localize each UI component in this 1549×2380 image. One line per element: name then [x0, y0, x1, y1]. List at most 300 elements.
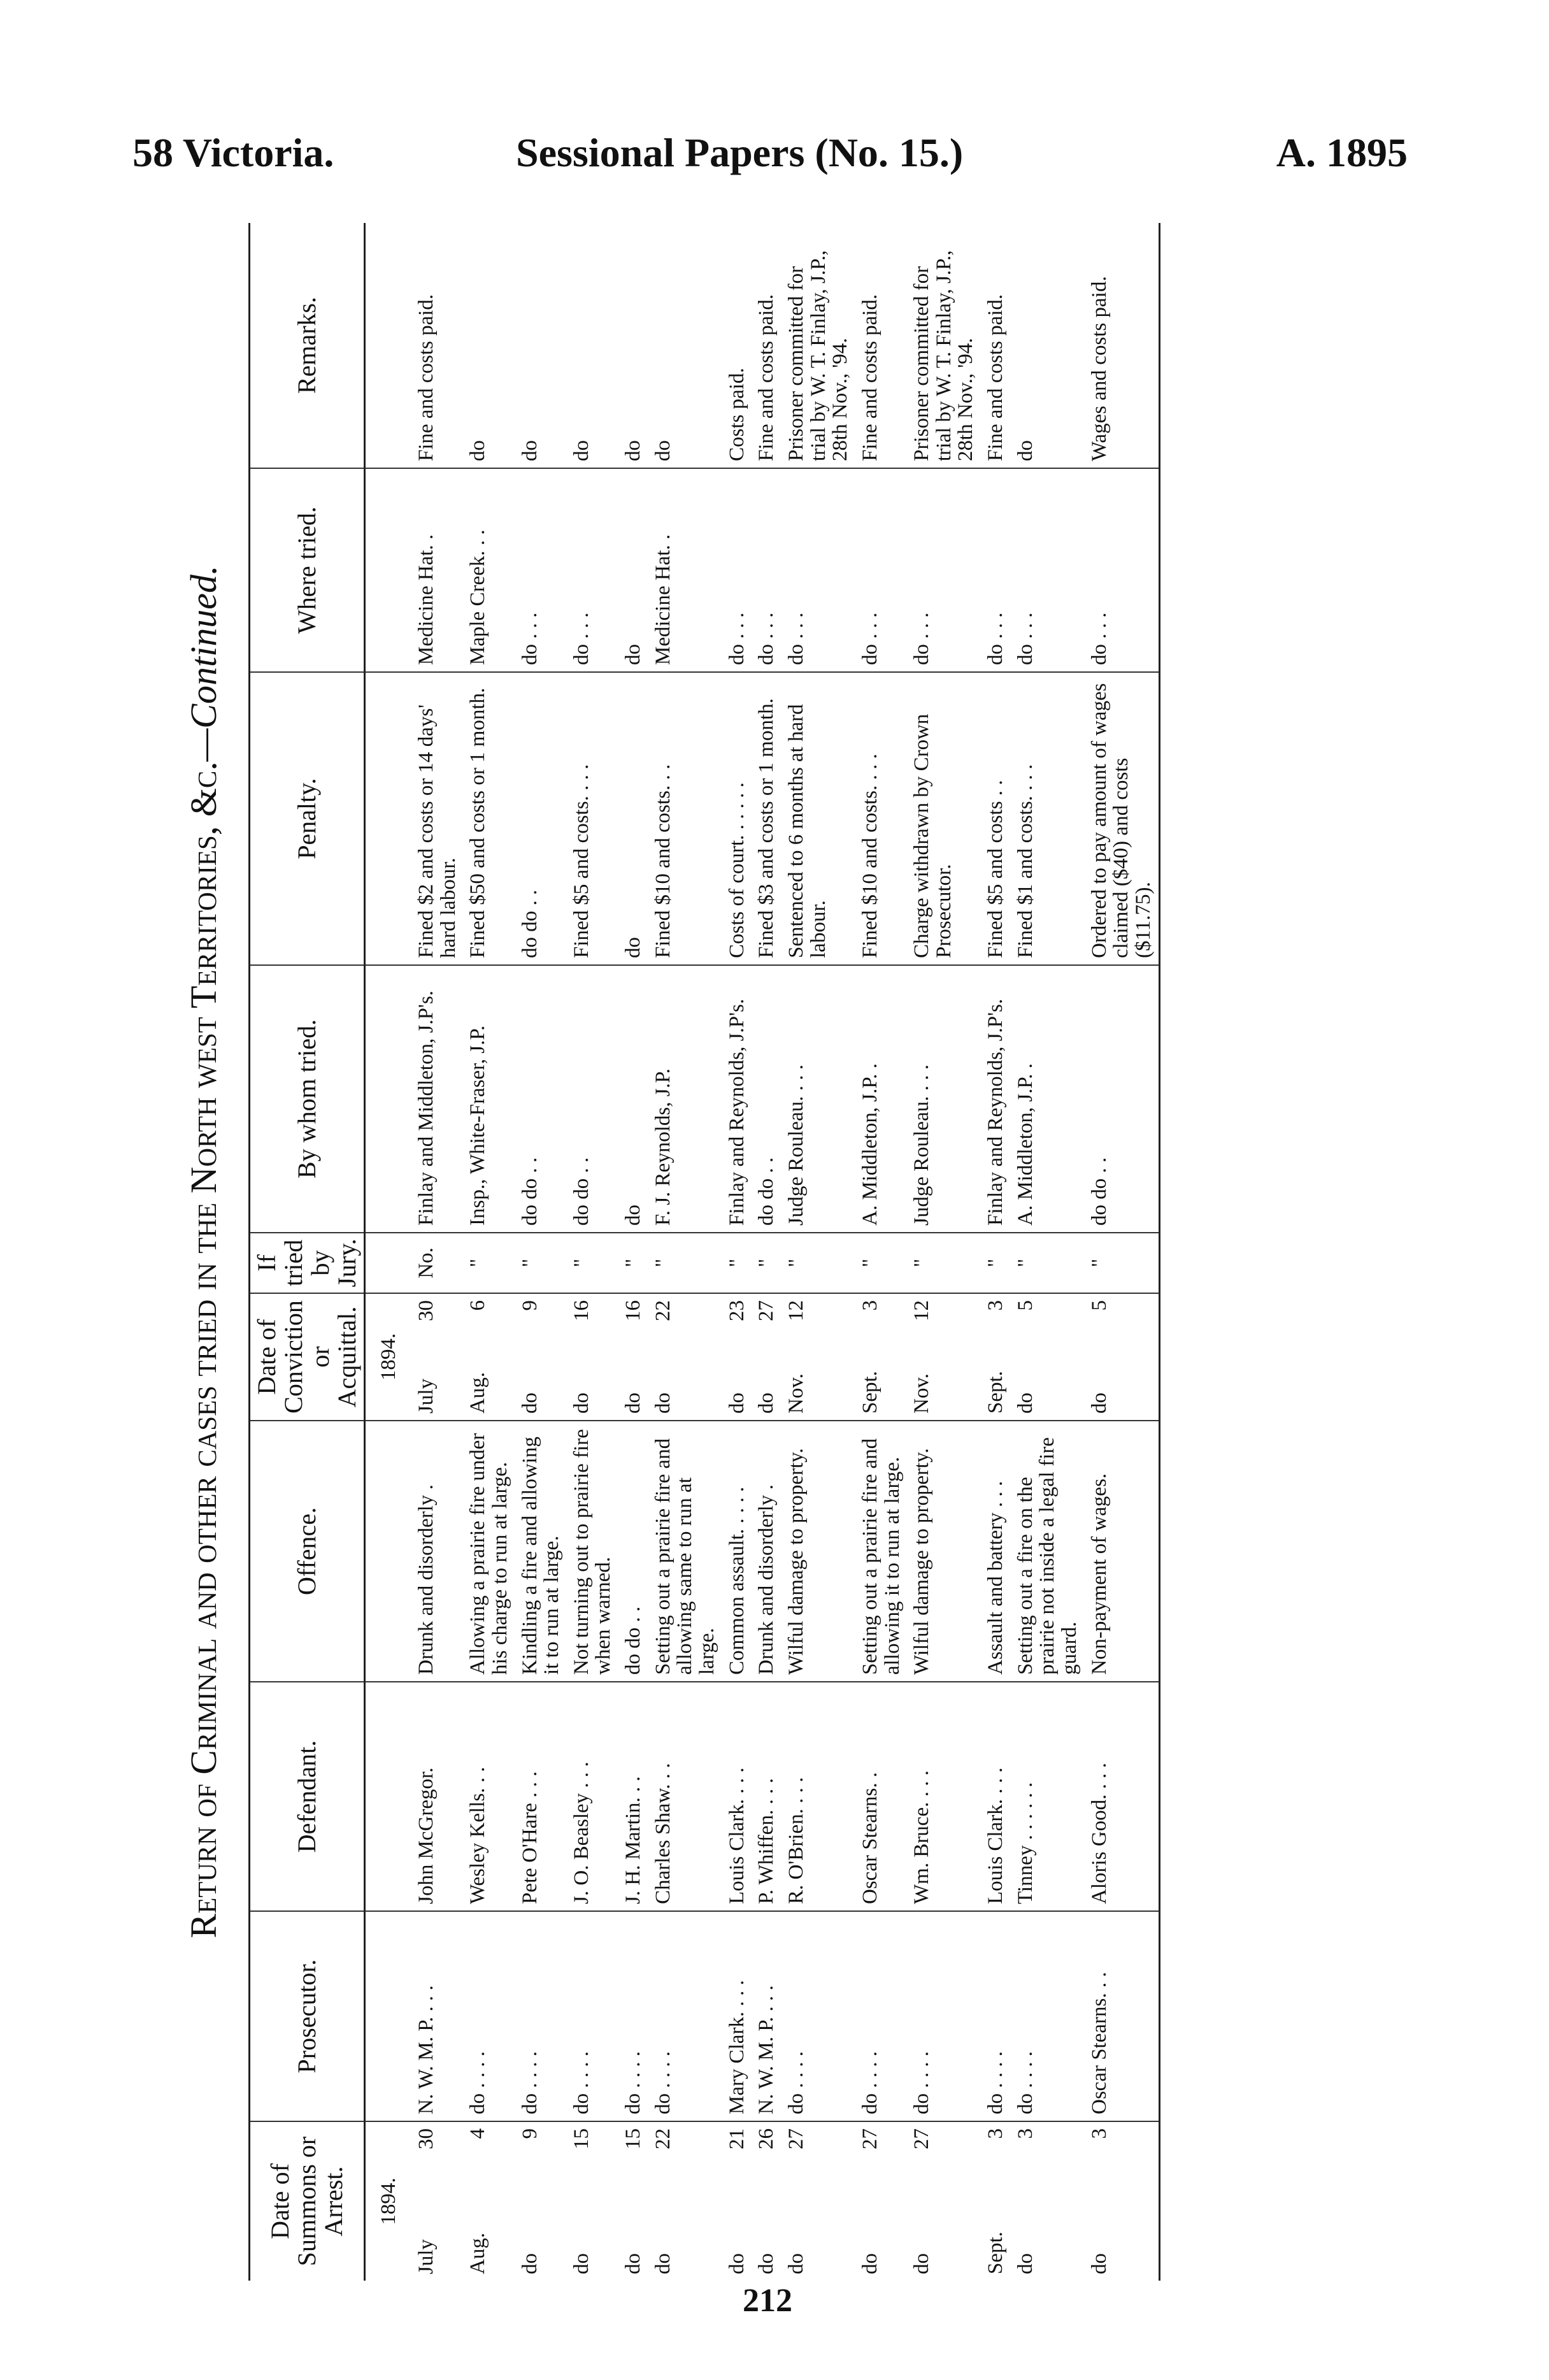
where-text: do — [622, 644, 645, 665]
cell-penalty — [463, 672, 515, 965]
arrest-day: 15 — [622, 2128, 645, 2149]
offence-text: Kindling a fire and allowing it to run at large. — [518, 1437, 564, 1675]
penalty-text: Costs of court. . . . . . — [725, 782, 748, 958]
return-table — [248, 223, 1160, 2281]
cell-penalty — [648, 672, 722, 965]
jury-text: " — [1013, 1258, 1037, 1268]
cell-jury — [1085, 1233, 1159, 1293]
by-whom-text: A. Middleton, J.P. . — [1013, 1063, 1037, 1226]
cell-arrest-date — [855, 2121, 907, 2281]
cell-defendant — [411, 1682, 463, 1911]
cell-jury — [722, 1233, 752, 1293]
cell-prosecutor — [1085, 1911, 1159, 2121]
cell-penalty — [411, 672, 463, 965]
cell-by-whom — [782, 965, 855, 1233]
arrest-day: 9 — [518, 2128, 541, 2139]
arrest-month: do — [1087, 2253, 1111, 2274]
col-prosecutor: Prosecutor. — [250, 1911, 365, 2121]
arrest-month: do — [755, 2253, 778, 2274]
remarks-text: Fine and costs paid. — [415, 294, 438, 461]
where-text: do . . . — [1087, 612, 1111, 665]
table-row — [648, 223, 722, 2281]
jury-text: " — [984, 1258, 1008, 1268]
prosecutor-text: do . . . . — [910, 2051, 934, 2114]
cell-arrest-date — [752, 2121, 782, 2281]
cell-by-whom — [567, 965, 618, 1233]
cell-where — [1085, 468, 1159, 672]
cell-penalty — [618, 672, 648, 965]
where-text: do . . . — [784, 612, 808, 665]
table-title-main: Return of Criminal and other cases tried in the North west Territories, &c. — [183, 761, 224, 1939]
arrest-day: 21 — [725, 2128, 748, 2149]
by-whom-text: Judge Rouleau. . . . — [784, 1065, 808, 1226]
remarks-text: Fine and costs paid. — [858, 294, 882, 461]
offence-text: do do . . — [622, 1606, 645, 1675]
cell-where — [782, 468, 855, 672]
arrest-month: do — [518, 2253, 541, 2274]
cell-offence — [463, 1421, 515, 1682]
cell-arrest-date — [782, 2121, 855, 2281]
cell-offence — [752, 1421, 782, 1682]
table-row — [515, 223, 567, 2281]
arrest-month: July — [415, 2239, 438, 2274]
prosecutor-text: do . . . . — [984, 2051, 1008, 2114]
conviction-month: Nov. — [784, 1373, 808, 1414]
conviction-day: 27 — [755, 1300, 778, 1321]
table-row — [722, 223, 752, 2281]
conviction-month: do — [518, 1393, 541, 1414]
offence-text: Wilful damage to property. — [910, 1448, 934, 1675]
cell-defendant — [1085, 1682, 1159, 1911]
conviction-day: 5 — [1013, 1300, 1037, 1311]
cell-by-whom — [855, 965, 907, 1233]
conviction-day: 23 — [725, 1300, 748, 1321]
cell-where — [722, 468, 752, 672]
prosecutor-text: do . . . . — [784, 2051, 808, 2114]
by-whom-text: Finlay and Middleton, J.P's. — [415, 991, 438, 1226]
cell-penalty — [981, 672, 1011, 965]
table-row — [855, 223, 907, 2281]
cell-by-whom — [648, 965, 722, 1233]
cell-defendant — [1011, 1682, 1085, 1911]
conviction-month: do — [1013, 1393, 1037, 1414]
cell-where — [618, 468, 648, 672]
conviction-day: 6 — [466, 1300, 490, 1311]
offence-text: Setting out a fire on the prairie not inside a legal fire guard. — [1013, 1437, 1081, 1675]
defendant-text: Louis Clark. . . . — [725, 1767, 748, 1904]
table-header-row — [250, 223, 365, 2281]
cell-arrest-date — [907, 2121, 981, 2281]
penalty-text: Charge withdrawn by Crown Prosecutor. — [910, 713, 955, 958]
by-whom-text: do do . . — [518, 1157, 541, 1226]
cell-penalty — [752, 672, 782, 965]
cell-prosecutor — [567, 1911, 618, 2121]
offence-text: Allowing a prairie fire under his charge to run at large. — [466, 1433, 511, 1675]
cell-prosecutor — [1011, 1911, 1085, 2121]
prosecutor-text: do . . . . — [622, 2051, 645, 2114]
cell-by-whom — [1085, 965, 1159, 1233]
cell-jury — [782, 1233, 855, 1293]
cell-arrest-date — [722, 2121, 752, 2281]
cell-penalty — [1011, 672, 1085, 965]
cell-defendant — [855, 1682, 907, 1911]
cell-prosecutor — [515, 1911, 567, 2121]
conviction-month: Nov. — [910, 1373, 934, 1414]
cell-penalty — [1085, 672, 1159, 965]
penalty-text: do — [622, 937, 645, 958]
cell-by-whom — [981, 965, 1011, 1233]
cell-where — [1011, 468, 1085, 672]
cell-conviction-date — [515, 1293, 567, 1421]
col-where: Where tried. — [250, 468, 365, 672]
cell-offence — [515, 1421, 567, 1682]
cell-by-whom — [618, 965, 648, 1233]
cell-where — [463, 468, 515, 672]
cell-by-whom — [752, 965, 782, 1233]
cell-where — [907, 468, 981, 672]
remarks-text: do — [1013, 440, 1037, 461]
by-whom-text: do — [622, 1205, 645, 1226]
offence-text: Setting out a prairie fire and allowing it to run at large. — [858, 1438, 904, 1675]
cell-conviction-date — [411, 1293, 463, 1421]
where-text: do . . . — [725, 612, 748, 665]
col-penalty: Penalty. — [250, 672, 365, 965]
offence-text: Assault and battery . . . — [984, 1480, 1008, 1675]
defendant-text: Tinney . . . . . . — [1013, 1782, 1037, 1904]
conviction-day: 16 — [622, 1300, 645, 1321]
where-text: do . . . — [1013, 612, 1037, 665]
arrest-day: 30 — [415, 2128, 438, 2149]
cell-arrest-date — [618, 2121, 648, 2281]
penalty-text: Ordered to pay amount of wages claimed ($40) and costs ($11.75). — [1087, 683, 1155, 958]
col-remarks: Remarks. — [250, 223, 365, 468]
cell-arrest-date — [463, 2121, 515, 2281]
where-text: do . . . — [518, 612, 541, 665]
where-text: do . . . — [910, 612, 934, 665]
cell-where — [752, 468, 782, 672]
cell-arrest-date — [567, 2121, 618, 2281]
conviction-day: 3 — [858, 1300, 882, 1311]
where-text: Medicine Hat. . — [415, 534, 438, 665]
cell-conviction-date — [782, 1293, 855, 1421]
table-row — [782, 223, 855, 2281]
table-row — [463, 223, 515, 2281]
arrest-day: 27 — [858, 2128, 882, 2149]
cell-remarks — [907, 223, 981, 468]
cell-prosecutor — [782, 1911, 855, 2121]
conviction-month: Sept. — [858, 1371, 882, 1414]
arrest-day: 27 — [784, 2128, 808, 2149]
cell-penalty — [782, 672, 855, 965]
arrest-month: do — [910, 2253, 934, 2274]
defendant-text: J. O. Beasley . . . — [569, 1761, 593, 1904]
defendant-text: John McGregor. — [415, 1767, 438, 1904]
cell-jury — [907, 1233, 981, 1293]
where-text: do . . . — [755, 612, 778, 665]
cell-remarks — [411, 223, 463, 468]
defendant-text: Charles Shaw. . . — [651, 1763, 675, 1904]
conviction-month: do — [651, 1393, 675, 1414]
cell-jury — [1011, 1233, 1085, 1293]
where-text: Maple Creek. . . — [466, 529, 490, 665]
where-text: Medicine Hat. . — [651, 534, 675, 665]
conviction-month: do — [569, 1393, 593, 1414]
conviction-month: do — [622, 1393, 645, 1414]
jury-text: " — [784, 1258, 808, 1268]
arrest-day: 3 — [1013, 2128, 1037, 2139]
offence-text: Not turning out to prairie fire when warned. — [569, 1429, 615, 1675]
remarks-text: do — [622, 440, 645, 461]
table-title — [172, 223, 236, 2281]
table-row — [411, 223, 463, 2281]
remarks-text: do — [569, 440, 593, 461]
cell-remarks — [1085, 223, 1159, 468]
prosecutor-text: do . . . . — [651, 2051, 675, 2114]
conviction-day: 30 — [415, 1300, 438, 1321]
conviction-day: 3 — [984, 1300, 1008, 1311]
cell-prosecutor — [855, 1911, 907, 2121]
col-conviction: Date of Conviction or Acquittal. — [250, 1293, 365, 1421]
cell-conviction-date — [907, 1293, 981, 1421]
remarks-text: Fine and costs paid. — [755, 294, 778, 461]
remarks-text: Prisoner committed for trial by W. T. Finlay, J.P., 28th Nov., '94. — [910, 250, 978, 461]
cell-defendant — [463, 1682, 515, 1911]
cell-defendant — [752, 1682, 782, 1911]
prosecutor-text: N. W. M. P. . . . — [415, 1985, 438, 2114]
offence-text: Wilful damage to property. — [784, 1448, 808, 1675]
cell-penalty — [855, 672, 907, 965]
cell-prosecutor — [722, 1911, 752, 2121]
arrest-day: 27 — [910, 2128, 934, 2149]
cell-conviction-date — [567, 1293, 618, 1421]
cell-offence — [618, 1421, 648, 1682]
cell-remarks — [782, 223, 855, 468]
where-text: do . . . — [984, 612, 1008, 665]
cell-offence — [782, 1421, 855, 1682]
cell-conviction-date — [1011, 1293, 1085, 1421]
prosecutor-text: do . . . . — [518, 2051, 541, 2114]
table-row — [752, 223, 782, 2281]
arrest-month: do — [725, 2253, 748, 2274]
arrest-month: do — [784, 2253, 808, 2274]
cell-arrest-date — [411, 2121, 463, 2281]
defendant-text: Pete O'Hare . . . — [518, 1771, 541, 1904]
cell-penalty — [907, 672, 981, 965]
remarks-text: Prisoner committed for trial by W. T. Finlay, J.P., 28th Nov., '94. — [784, 250, 852, 461]
cell-offence — [411, 1421, 463, 1682]
conviction-day: 12 — [910, 1300, 934, 1321]
offence-text: Common assault. . . . . — [725, 1486, 748, 1675]
cell-arrest-date — [1011, 2121, 1085, 2281]
arrest-month: Aug. — [466, 2232, 490, 2274]
prosecutor-text: Oscar Stearns. . . — [1087, 1972, 1111, 2114]
cell-by-whom — [463, 965, 515, 1233]
cell-defendant — [782, 1682, 855, 1911]
cell-remarks — [752, 223, 782, 468]
defendant-text: J. H. Martin. . . — [622, 1776, 645, 1904]
prosecutor-text: do . . . . — [569, 2051, 593, 2114]
arrest-month: do — [569, 2253, 593, 2274]
conviction-month: Aug. — [466, 1372, 490, 1414]
cell-prosecutor — [463, 1911, 515, 2121]
cell-jury — [752, 1233, 782, 1293]
defendant-text: Wesley Kells. . . — [466, 1767, 490, 1904]
offence-text: Drunk and disorderly . — [755, 1484, 778, 1675]
offence-text: Drunk and disorderly . — [415, 1484, 438, 1675]
remarks-text: Costs paid. — [725, 368, 748, 461]
cell-remarks — [463, 223, 515, 468]
cell-conviction-date — [981, 1293, 1011, 1421]
page-header — [0, 124, 1549, 182]
col-jury: If tried by Jury. — [250, 1233, 365, 1293]
table-row — [1011, 223, 1085, 2281]
cell-conviction-date — [618, 1293, 648, 1421]
by-whom-text: Finlay and Reynolds, J.P's. — [984, 998, 1008, 1226]
conviction-day: 9 — [518, 1300, 541, 1311]
cell-defendant — [722, 1682, 752, 1911]
cell-jury — [411, 1233, 463, 1293]
by-whom-text: A. Middleton, J.P. . — [858, 1063, 882, 1226]
remarks-text: do — [518, 440, 541, 461]
cell-remarks — [855, 223, 907, 468]
year-row — [365, 223, 412, 2281]
cell-prosecutor — [618, 1911, 648, 2121]
cell-remarks — [648, 223, 722, 468]
cell-penalty — [722, 672, 752, 965]
penalty-text: do do . . — [518, 889, 541, 958]
table-row — [981, 223, 1011, 2281]
cell-penalty — [567, 672, 618, 965]
cell-conviction-date — [1085, 1293, 1159, 1421]
jury-text: " — [569, 1258, 593, 1268]
table-row — [618, 223, 648, 2281]
col-arrest: Date of Summons or Arrest. — [250, 2121, 365, 2281]
arrest-month: do — [622, 2253, 645, 2274]
cell-remarks — [515, 223, 567, 468]
penalty-text: Fined $5 and costs. . . . — [569, 764, 593, 958]
arrest-month: do — [1013, 2253, 1037, 2274]
cell-remarks — [567, 223, 618, 468]
penalty-text: Fined $10 and costs. . . . — [858, 754, 882, 958]
cell-prosecutor — [752, 1911, 782, 2121]
jury-text: " — [725, 1258, 748, 1268]
by-whom-text: do do . . — [755, 1157, 778, 1226]
cell-offence — [722, 1421, 752, 1682]
cell-where — [411, 468, 463, 672]
remarks-text: Wages and costs paid. — [1087, 276, 1111, 461]
offence-text: Non-payment of wages. — [1087, 1473, 1111, 1675]
col-offence: Offence. — [250, 1421, 365, 1682]
cell-remarks — [981, 223, 1011, 468]
remarks-text: do — [651, 440, 675, 461]
cell-arrest-date — [981, 2121, 1011, 2281]
cell-penalty — [515, 672, 567, 965]
cell-where — [515, 468, 567, 672]
cell-conviction-date — [722, 1293, 752, 1421]
cell-jury — [648, 1233, 722, 1293]
defendant-text: P. Whiffen. . . . — [755, 1778, 778, 1904]
cell-offence — [907, 1421, 981, 1682]
by-whom-text: Insp., White-Fraser, J.P. — [466, 1025, 490, 1226]
arrest-day: 3 — [1087, 2128, 1111, 2139]
page-number: 212 — [743, 2283, 792, 2319]
jury-text: No. — [415, 1247, 438, 1279]
by-whom-text: F. J. Reynolds, J.P. — [651, 1068, 675, 1226]
cell-prosecutor — [981, 1911, 1011, 2121]
cell-remarks — [1011, 223, 1085, 468]
table-body — [365, 223, 1160, 2281]
cell-jury — [515, 1233, 567, 1293]
where-text: do . . . — [858, 612, 882, 665]
cell-remarks — [722, 223, 752, 468]
cell-jury — [567, 1233, 618, 1293]
remarks-text: Fine and costs paid. — [984, 294, 1008, 461]
cell-where — [855, 468, 907, 672]
arrest-day: 3 — [984, 2128, 1008, 2139]
jury-text: " — [1087, 1258, 1111, 1268]
jury-text: " — [518, 1258, 541, 1268]
prosecutor-text: do . . . . — [858, 2051, 882, 2114]
jury-text: " — [466, 1258, 490, 1268]
conviction-month: do — [725, 1393, 748, 1414]
table-row — [907, 223, 981, 2281]
where-text: do . . . — [569, 612, 593, 665]
conviction-month: July — [415, 1378, 438, 1414]
cell-jury — [981, 1233, 1011, 1293]
jury-text: " — [910, 1258, 934, 1268]
by-whom-text: Finlay and Reynolds, J.P's. — [725, 998, 748, 1226]
cell-offence — [1085, 1421, 1159, 1682]
cell-prosecutor — [411, 1911, 463, 2121]
jury-text: " — [755, 1258, 778, 1268]
jury-text: " — [651, 1258, 675, 1268]
cell-offence — [567, 1421, 618, 1682]
cell-offence — [855, 1421, 907, 1682]
cell-prosecutor — [648, 1911, 722, 2121]
conviction-day: 12 — [784, 1300, 808, 1321]
cell-by-whom — [907, 965, 981, 1233]
year-arrest: 1894. — [376, 2177, 400, 2225]
penalty-text: Fined $5 and costs . . — [984, 780, 1008, 958]
arrest-month: do — [858, 2253, 882, 2274]
cell-offence — [648, 1421, 722, 1682]
remarks-text: do — [466, 440, 490, 461]
penalty-text: Fined $3 and costs or 1 month. — [755, 698, 778, 958]
cell-conviction-date — [463, 1293, 515, 1421]
conviction-month: do — [755, 1393, 778, 1414]
table-title-suffix: —Continued. — [183, 565, 224, 762]
cell-defendant — [618, 1682, 648, 1911]
arrest-month: Sept. — [984, 2232, 1008, 2274]
prosecutor-text: do . . . . — [1013, 2051, 1037, 2114]
cell-where — [648, 468, 722, 672]
jury-text: " — [858, 1258, 882, 1268]
cell-defendant — [567, 1682, 618, 1911]
cell-by-whom — [411, 965, 463, 1233]
header-year: A. 1895 — [1276, 130, 1408, 175]
cell-where — [981, 468, 1011, 672]
conviction-day: 16 — [569, 1300, 593, 1321]
cell-by-whom — [1011, 965, 1085, 1233]
cell-remarks — [618, 223, 648, 468]
defendant-text: Aloris Good. . . . — [1087, 1763, 1111, 1904]
cell-jury — [618, 1233, 648, 1293]
prosecutor-text: N. W. M. P. . . . — [755, 1985, 778, 2114]
conviction-month: do — [1087, 1393, 1111, 1414]
offence-text: Setting out a prairie fire and allowing same to run at large. — [651, 1438, 719, 1675]
header-title: Sessional Papers (No. 15.) — [516, 130, 964, 175]
cell-by-whom — [515, 965, 567, 1233]
